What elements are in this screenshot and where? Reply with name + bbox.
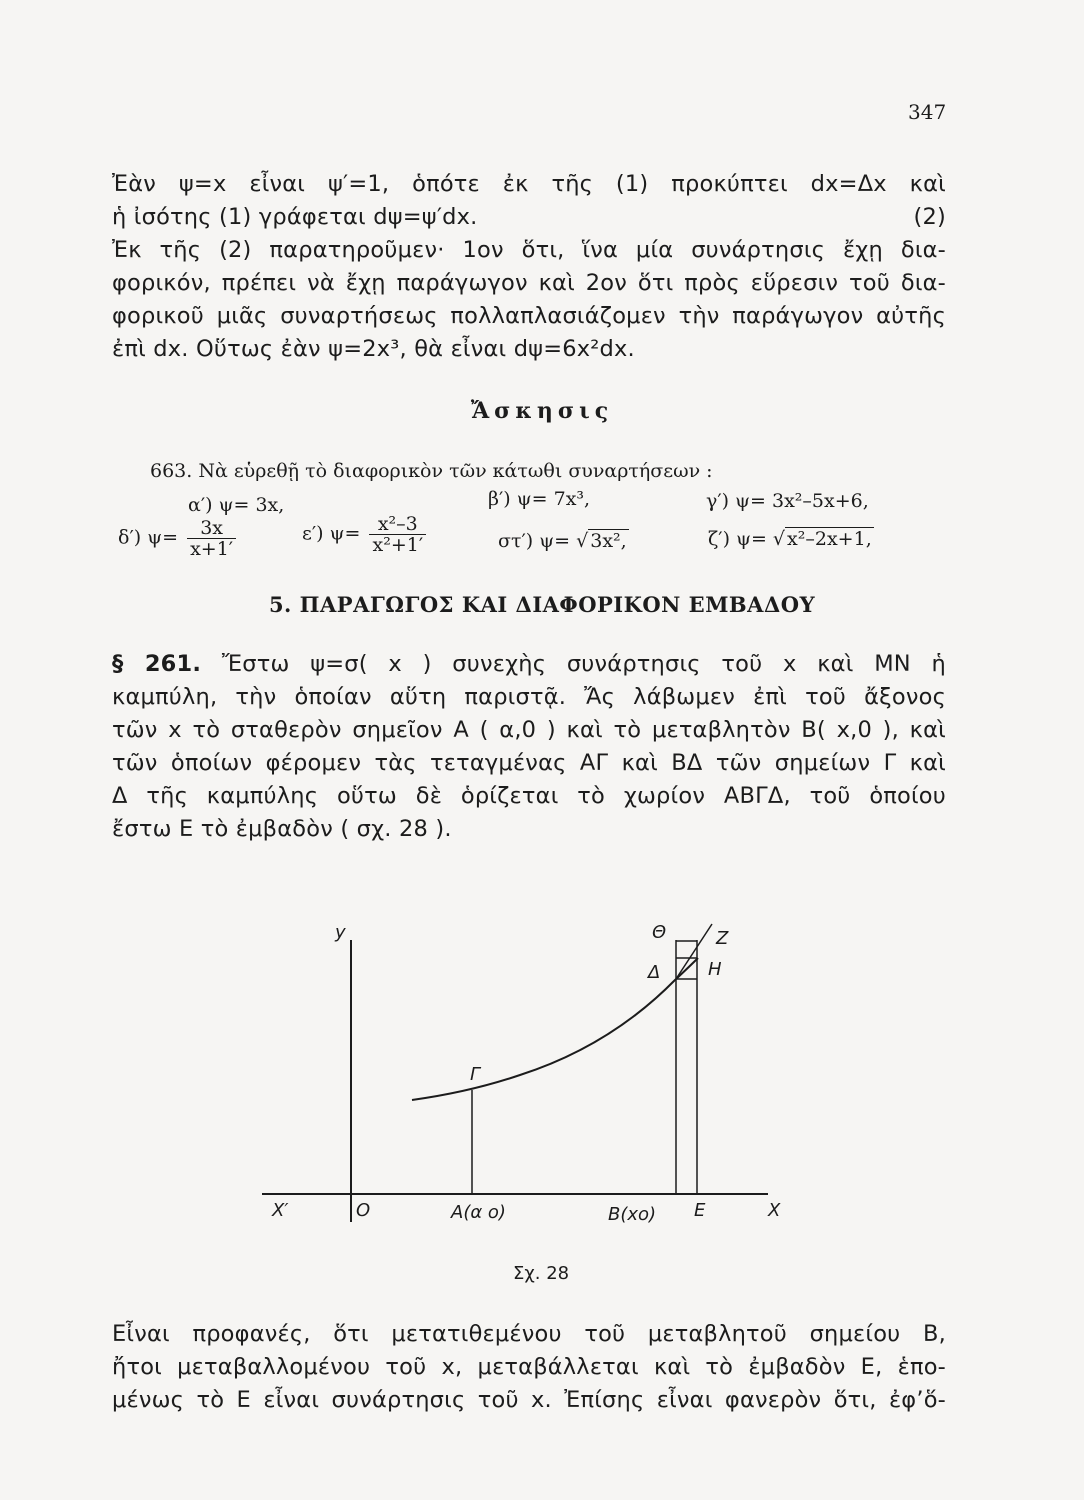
paragraph-261-line-4: τῶν ὁποίων φέρομεν τὰς τεταγμένας ΑΓ καὶ ΒΔ τῶν σημείων Γ καὶ [112,750,946,776]
paragraph-261-line-1-text: Ἔστω ψ=σ( x ) συνεχὴς συνάρτησις τοῦ x καὶ ΜΝ ἡ [221,651,946,677]
exercise-a: α′) ψ= 3x, [188,494,285,516]
exercise-e-denominator: x²+1′ [372,534,424,556]
exercise-heading: Ἄσκησις [470,398,614,424]
intro-line-6: ἐπὶ dx. Οὕτως ἐὰν ψ=2x³, θὰ εἶναι dψ=6x²dx. [112,336,635,362]
label-y: y [335,922,346,943]
label-a: A(α o) [451,1202,506,1223]
paragraph-261-line-3: τῶν x τὸ σταθερὸν σημεῖον Α ( α,0 ) καὶ τὸ μεταβλητὸν Β( x,0 ), καὶ [112,717,946,743]
label-delta: Δ [648,962,661,983]
closing-line-1: Εἶναι προφανές, ὅτι μετατιθεμένου τοῦ μεταβλητοῦ σημείου Β, [112,1321,946,1347]
intro-line-1: Ἐὰν ψ=x εἶναι ψ′=1, ὁπότε ἐκ τῆς (1) προκύπτει dx=Δx καὶ [112,171,946,197]
exercise-d-numerator: 3x [187,518,236,539]
closing-paragraph [112,1318,946,1417]
closing-line-3: μένως τὸ Ε εἶναι συνάρτησις τοῦ x. Ἐπίσης εἶναι φανερὸν ὅτι, ἐφ’ὅ- [112,1387,946,1413]
intro-line-4: φορικόν, πρέπει νὰ ἔχῃ παράγωγον καὶ 2ον ὅτι πρὸς εὕρεσιν τοῦ δια- [112,270,946,296]
label-b: B(xo) [608,1204,657,1225]
label-gamma: Γ [470,1064,481,1085]
exercise-intro: 663. Νὰ εὑρεθῇ τὸ διαφορικὸν τῶν κάτωθι συναρτήσεων : [150,460,713,482]
exercise-st-radicand: 3x², [590,530,627,552]
exercise-c: γ′) ψ= 3x²–5x+6, [706,490,869,512]
exercise-z: ζ′) ψ= √ x²–2x+1, [708,528,872,550]
paragraph-number: § 261. [112,651,202,677]
exercise-z-label: ζ′) ψ= [708,528,767,550]
exercise-st-label: στ′) ψ= [498,530,571,552]
exercise-d-label: δ′) ψ= [118,526,179,549]
page-number: 347 [908,100,947,124]
label-x: X [768,1200,781,1221]
section-title: 5. ΠΑΡΑΓΩΓΟΣ ΚΑΙ ΔΙΑΦΟΡΙΚΟΝ ΕΜΒΑΔΟΥ [268,592,816,617]
intro-line-5: φορικοῦ μιᾶς συναρτήσεως πολλαπλασιάζομεν τὴν παράγωγον αὐτῆς [112,303,946,329]
label-origin: O [356,1200,371,1221]
exercise-st: στ′) ψ= √ 3x², [498,530,627,552]
label-theta: Θ [652,922,667,943]
exercise-d-denominator: x+1′ [190,538,234,560]
paragraph-261-line-6: ἔστω Ε τὸ ἐμβαδὸν ( σχ. 28 ). [112,816,452,842]
exercise-e-numerator: x²–3 [369,514,426,535]
label-e: E [694,1200,706,1221]
exercise-z-radicand: x²–2x+1, [787,528,872,550]
label-h: H [708,959,722,980]
equation-number: (2) [913,204,946,230]
tangent-line [676,924,712,979]
closing-line-2: ἤτοι μεταβαλλομένου τοῦ x, μεταβάλλεται καὶ τὸ ἐμβαδὸν Ε, ἑπο- [112,1354,946,1380]
intro-line-2-text: ἡ ἰσότης (1) γράφεται dψ=ψ′dx. [112,204,478,230]
exercise-e-label: ε′) ψ= [302,522,361,545]
paragraph-261-line-2: καμπύλη, τὴν ὁποίαν αὕτη παριστᾷ. Ἄς λάβωμεν ἐπὶ τοῦ ἄξονος [112,684,946,710]
intro-line-3: Ἐκ τῆς (2) παρατηροῦμεν· 1ον ὅτι, ἵνα μία συνάρτησις ἔχῃ δια- [112,237,946,263]
label-x-prime: X′ [272,1200,289,1221]
label-z: Z [716,928,729,949]
paragraph-261-line-5: Δ τῆς καμπύλης οὕτω δὲ ὁρίζεται τὸ χωρίον ΑΒΓΔ, τοῦ ὁποίου [112,783,946,809]
figure-caption: Σχ. 28 [513,1263,570,1284]
exercise-b: β′) ψ= 7x³, [488,488,591,510]
